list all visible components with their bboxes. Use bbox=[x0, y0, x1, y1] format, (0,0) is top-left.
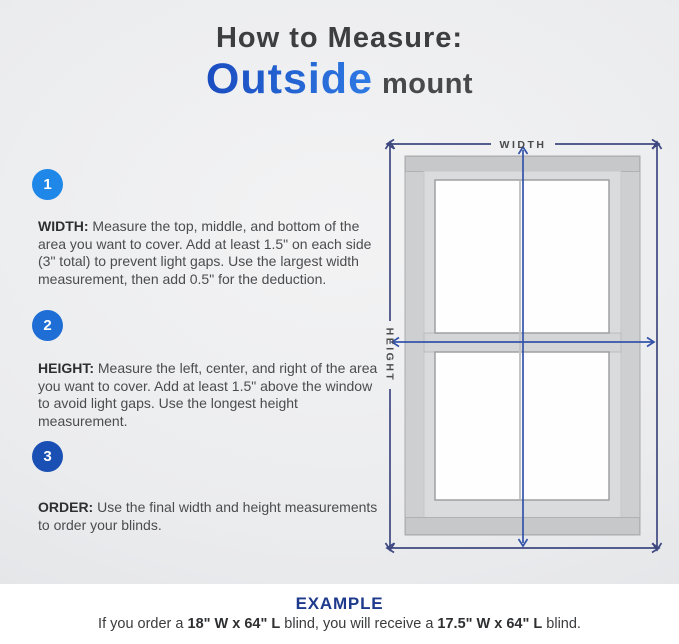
example-text bbox=[0, 616, 679, 632]
window-measure-diagram bbox=[376, 126, 674, 562]
example-order-size: 18" W x 64" L bbox=[187, 616, 281, 632]
height-label: HEIGHT bbox=[383, 327, 396, 383]
example-middle: blind, you will receive a bbox=[280, 616, 438, 632]
step-1-text bbox=[38, 218, 385, 288]
step-1-body: Measure the top, middle, and bottom of the area you want to cover. Add at least 1.5" on each side (3" total) to prevent light gaps. Use the largest width measurement, then add 0.5" for the deduction. bbox=[38, 218, 372, 287]
page-title: How to Measure: bbox=[215, 22, 464, 54]
window-lower-pane bbox=[435, 352, 609, 500]
step-3-body: Use the final width and height measurements to order your blinds. bbox=[38, 499, 378, 533]
page-subtitle bbox=[0, 55, 679, 103]
header bbox=[0, 22, 679, 104]
step-3-badge: 3 bbox=[32, 441, 63, 472]
example-suffix: blind. bbox=[542, 616, 581, 632]
step-3-text bbox=[38, 499, 385, 534]
step-2-text bbox=[38, 360, 385, 430]
width-label: WIDTH bbox=[499, 139, 547, 151]
mount-type-highlight: Outside bbox=[205, 55, 373, 104]
step-2-badge: 2 bbox=[32, 310, 63, 341]
example-prefix: If you order a bbox=[98, 616, 188, 632]
step-1-label: WIDTH: bbox=[38, 218, 89, 234]
step-1-badge: 1 bbox=[32, 169, 63, 200]
example-section bbox=[0, 584, 679, 644]
window-upper-pane bbox=[435, 180, 609, 333]
example-heading: EXAMPLE bbox=[295, 594, 384, 613]
step-3-label: ORDER: bbox=[38, 499, 94, 515]
step-2-body: Measure the left, center, and right of the area you want to cover. Add at least 1.5" above the window to avoid light gaps. Use the longest height measurement. bbox=[38, 360, 378, 429]
mount-type-suffix: mount bbox=[381, 68, 474, 101]
step-2-label: HEIGHT: bbox=[38, 360, 94, 376]
example-receive-size: 17.5" W x 64" L bbox=[437, 616, 543, 632]
